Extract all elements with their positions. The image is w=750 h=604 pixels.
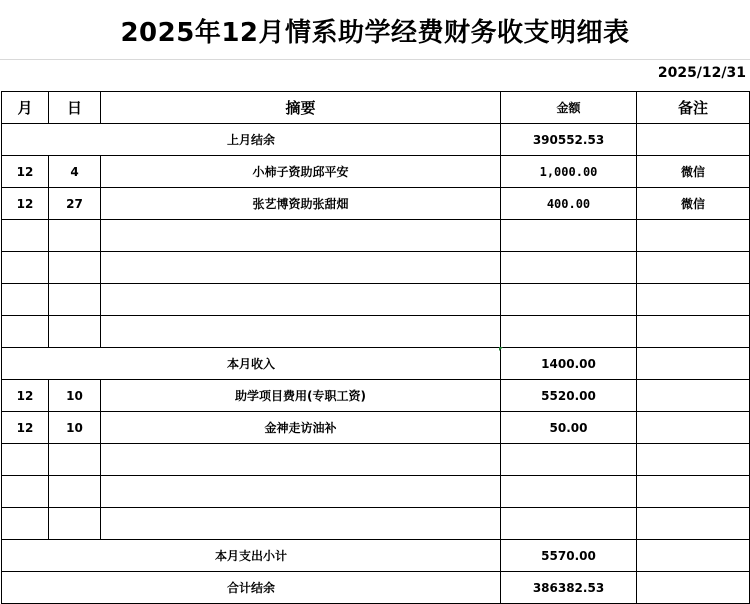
- empty-cell[interactable]: [637, 444, 750, 476]
- cell-note[interactable]: 微信: [637, 156, 750, 188]
- final-balance-amount[interactable]: 386382.53: [501, 572, 637, 604]
- empty-row: [2, 316, 750, 348]
- cell-amount[interactable]: 50.00: [501, 412, 637, 444]
- empty-cell[interactable]: [49, 444, 101, 476]
- empty-row: [2, 284, 750, 316]
- empty-cell[interactable]: [637, 252, 750, 284]
- expense-row: [2, 412, 750, 444]
- empty-cell[interactable]: [501, 444, 637, 476]
- expense-total-label[interactable]: 本月支出小计: [2, 540, 501, 572]
- empty-cell[interactable]: [2, 508, 49, 540]
- header-day[interactable]: 日: [49, 92, 101, 124]
- empty-cell[interactable]: [637, 316, 750, 348]
- empty-cell[interactable]: [101, 252, 501, 284]
- empty-cell[interactable]: [637, 284, 750, 316]
- empty-cell[interactable]: [501, 220, 637, 252]
- final-balance-row: [2, 572, 750, 604]
- prev-balance-row: [2, 124, 750, 156]
- empty-cell[interactable]: [501, 316, 637, 348]
- empty-cell[interactable]: [2, 284, 49, 316]
- header-note[interactable]: 备注: [637, 92, 750, 124]
- income-row: [2, 156, 750, 188]
- empty-cell[interactable]: [501, 252, 637, 284]
- expense-total-note[interactable]: [637, 540, 750, 572]
- empty-cell[interactable]: [101, 284, 501, 316]
- empty-row: [2, 220, 750, 252]
- expense-total-amount[interactable]: 5570.00: [501, 540, 637, 572]
- empty-cell[interactable]: [101, 476, 501, 508]
- cell-amount[interactable]: 5520.00: [501, 380, 637, 412]
- prev-balance-note[interactable]: [637, 124, 750, 156]
- header-row: [2, 92, 750, 124]
- prev-balance-amount[interactable]: 390552.53: [501, 124, 637, 156]
- cell-amount[interactable]: 400.00: [501, 188, 637, 220]
- final-balance-note[interactable]: [637, 572, 750, 604]
- cell-month[interactable]: 12: [2, 380, 49, 412]
- empty-cell[interactable]: [49, 220, 101, 252]
- header-amount[interactable]: 金额: [501, 92, 637, 124]
- cell-month[interactable]: 12: [2, 412, 49, 444]
- cell-note[interactable]: [637, 412, 750, 444]
- cell-comment-marker: [499, 347, 503, 351]
- empty-cell[interactable]: [2, 252, 49, 284]
- income-total-label[interactable]: 本月收入: [2, 348, 501, 380]
- empty-cell[interactable]: [101, 220, 501, 252]
- empty-cell[interactable]: [501, 476, 637, 508]
- final-balance-label[interactable]: 合计结余: [2, 572, 501, 604]
- cell-day[interactable]: 4: [49, 156, 101, 188]
- empty-row: [2, 444, 750, 476]
- empty-cell[interactable]: [49, 476, 101, 508]
- empty-cell[interactable]: [2, 476, 49, 508]
- sheet-title: 2025年12月情系助学经费财务收支明细表: [120, 17, 630, 48]
- cell-summary[interactable]: 金神走访油补: [101, 412, 501, 444]
- income-total-amount[interactable]: 1400.00: [501, 348, 637, 380]
- cell-day[interactable]: 10: [49, 412, 101, 444]
- empty-cell[interactable]: [101, 316, 501, 348]
- empty-cell[interactable]: [2, 220, 49, 252]
- expense-total-row: [2, 540, 750, 572]
- report-date: 2025/12/31: [657, 65, 746, 81]
- empty-cell[interactable]: [501, 284, 637, 316]
- prev-balance-label[interactable]: 上月结余: [2, 124, 501, 156]
- empty-row: [2, 476, 750, 508]
- cell-note[interactable]: [637, 380, 750, 412]
- empty-cell[interactable]: [101, 508, 501, 540]
- cell-amount[interactable]: 1,000.00: [501, 156, 637, 188]
- empty-row: [2, 508, 750, 540]
- expense-row: [2, 380, 750, 412]
- empty-cell[interactable]: [49, 284, 101, 316]
- empty-cell[interactable]: [637, 476, 750, 508]
- header-month[interactable]: 月: [2, 92, 49, 124]
- cell-summary[interactable]: 小柿子资助邱平安: [101, 156, 501, 188]
- title-divider: [0, 59, 750, 60]
- empty-cell[interactable]: [637, 508, 750, 540]
- income-row: [2, 188, 750, 220]
- header-summary[interactable]: 摘要: [101, 92, 501, 124]
- cell-summary[interactable]: 张艺博资助张甜畑: [101, 188, 501, 220]
- empty-cell[interactable]: [637, 220, 750, 252]
- empty-cell[interactable]: [101, 444, 501, 476]
- cell-note[interactable]: 微信: [637, 188, 750, 220]
- empty-cell[interactable]: [2, 316, 49, 348]
- cell-day[interactable]: 27: [49, 188, 101, 220]
- income-total-note[interactable]: [637, 348, 750, 380]
- empty-cell[interactable]: [49, 508, 101, 540]
- empty-cell[interactable]: [49, 252, 101, 284]
- cell-month[interactable]: 12: [2, 188, 49, 220]
- empty-cell[interactable]: [2, 444, 49, 476]
- empty-row: [2, 252, 750, 284]
- empty-cell[interactable]: [49, 316, 101, 348]
- cell-month[interactable]: 12: [2, 156, 49, 188]
- ledger-table: [1, 91, 750, 604]
- income-total-row: [2, 348, 750, 380]
- cell-day[interactable]: 10: [49, 380, 101, 412]
- empty-cell[interactable]: [501, 508, 637, 540]
- cell-summary[interactable]: 助学项目费用(专职工资): [101, 380, 501, 412]
